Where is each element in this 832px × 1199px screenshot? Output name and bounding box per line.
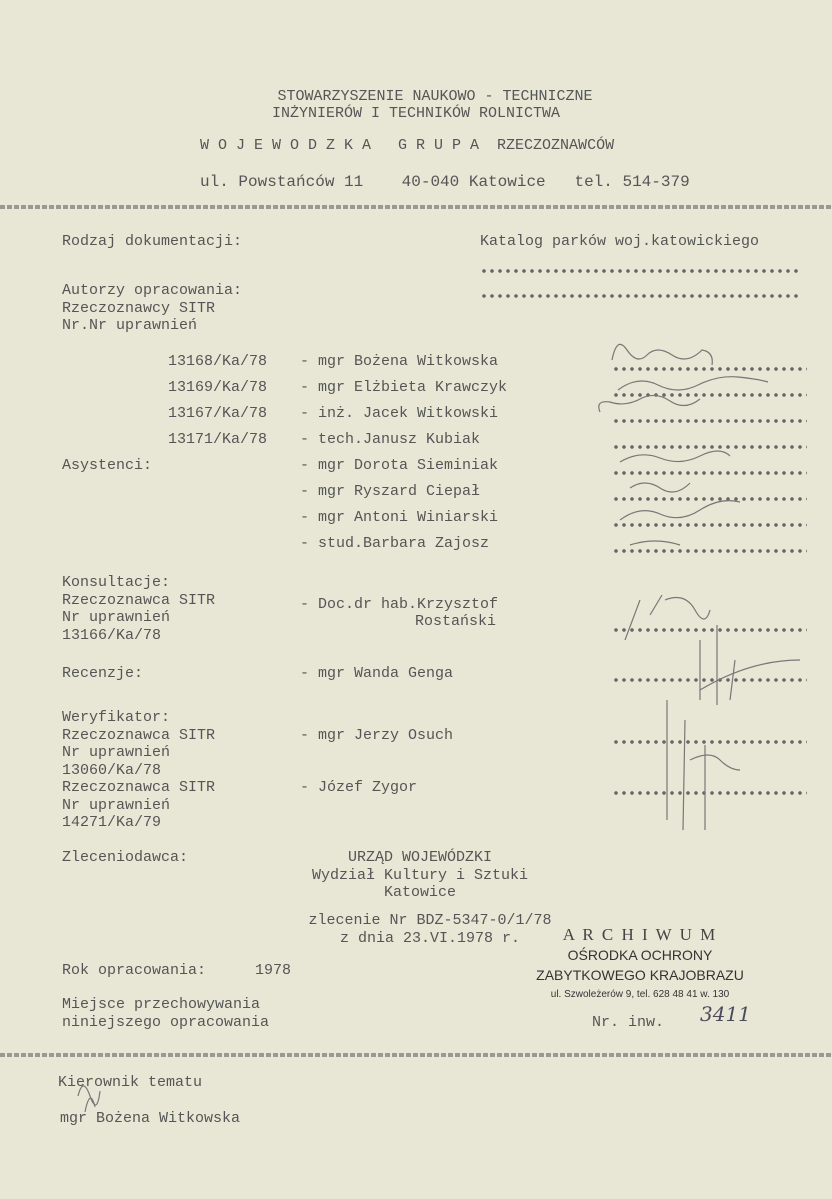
author-code: 13167/Ka/78 xyxy=(168,405,268,422)
signature-line xyxy=(612,496,807,502)
assistant-name: - mgr Antoni Winiarski xyxy=(300,509,499,526)
signature-line xyxy=(612,366,807,372)
order: zlecenie Nr BDZ-5347-0/1/78 z dnia 23.VI.1978 r. xyxy=(308,912,552,947)
storage-label: Miejsce przechowywania niniejszego opracowania xyxy=(62,996,270,1031)
signature-line xyxy=(612,392,807,398)
inventory-number: 3411 xyxy=(700,1002,751,1026)
signature-line xyxy=(612,470,807,476)
doc-type-value: Katalog parków woj.katowickiego xyxy=(480,233,760,250)
signature-line xyxy=(612,790,807,796)
author-code: 13169/Ka/78 xyxy=(168,379,268,396)
author-code: 13171/Ka/78 xyxy=(168,431,268,448)
review-label: Recenzje: xyxy=(62,665,144,682)
leader-name: mgr Bożena Witkowska xyxy=(60,1110,241,1127)
review-name: - mgr Wanda Genga xyxy=(300,665,454,682)
author-name: - mgr Elżbieta Krawczyk xyxy=(300,379,508,396)
separator xyxy=(0,1053,832,1057)
dotted-line xyxy=(480,293,800,299)
consult-label: Konsultacje: Rzeczoznawca SITR Nr uprawnień 13166/Ka/78 xyxy=(62,574,216,644)
year: 1978 xyxy=(255,962,292,979)
year-label: Rok opracowania: xyxy=(62,962,207,979)
leader-label: Kierownik tematu xyxy=(58,1074,203,1091)
inventory-label: Nr. inw. xyxy=(592,1014,665,1031)
author-name: - inż. Jacek Witkowski xyxy=(300,405,499,422)
signature-line xyxy=(612,677,807,683)
doc-type-label: Rodzaj dokumentacji: xyxy=(62,233,243,250)
consult-name: - Doc.dr hab.Krzysztof xyxy=(300,596,499,613)
client-label: Zleceniodawca: xyxy=(62,849,189,866)
signature-line xyxy=(612,548,807,554)
signature-line xyxy=(612,444,807,450)
org-name-2: INŻYNIERÓW I TECHNIKÓW ROLNICTWA xyxy=(271,105,561,122)
dotted-line xyxy=(480,268,800,274)
signature-line xyxy=(612,522,807,528)
verifier2-label: Rzeczoznawca SITR Nr uprawnień 14271/Ka/79 xyxy=(62,779,216,831)
author-name: - tech.Janusz Kubiak xyxy=(300,431,481,448)
client: URZĄD WOJEWÓDZKI Wydział Kultury i Sztuki Katowice xyxy=(311,849,529,901)
address: ul. Powstańców 11 40-040 Katowice tel. 514-379 xyxy=(200,173,690,191)
verifier-name: - mgr Jerzy Osuch xyxy=(300,727,454,744)
signature-line xyxy=(612,418,807,424)
verifier2-name: - Józef Zygor xyxy=(300,779,418,796)
assistant-name: - mgr Ryszard Ciepał xyxy=(300,483,481,500)
verifier-label: Weryfikator: Rzeczoznawca SITR Nr uprawnień 13060/Ka/78 xyxy=(62,709,216,779)
consult-name-2: Rostański xyxy=(415,613,497,630)
assistants-label: Asystenci: xyxy=(62,457,153,474)
group-name: W O J E W O D Z K A G R U P A RZECZOZNAWCÓW xyxy=(200,137,615,154)
org-name-1: STOWARZYSZENIE NAUKOWO - TECHNICZNE xyxy=(277,88,593,105)
author-code: 13168/Ka/78 xyxy=(168,353,268,370)
archive-stamp: A R C H I W U M OŚRODKA OCHRONY ZABYTKOWEGO KRAJOBRAZU ul. Szwoleżerów 9, tel. 628 48 41 w. 130 xyxy=(536,925,744,1000)
separator xyxy=(0,205,832,209)
signature-line xyxy=(612,739,807,745)
signature-line xyxy=(612,627,807,633)
author-name: - mgr Bożena Witkowska xyxy=(300,353,499,370)
assistant-name: - mgr Dorota Sieminiak xyxy=(300,457,499,474)
assistant-name: - stud.Barbara Zajosz xyxy=(300,535,490,552)
authors-label: Autorzy opracowania: Rzeczoznawcy SITR Nr.Nr uprawnień xyxy=(62,282,243,334)
